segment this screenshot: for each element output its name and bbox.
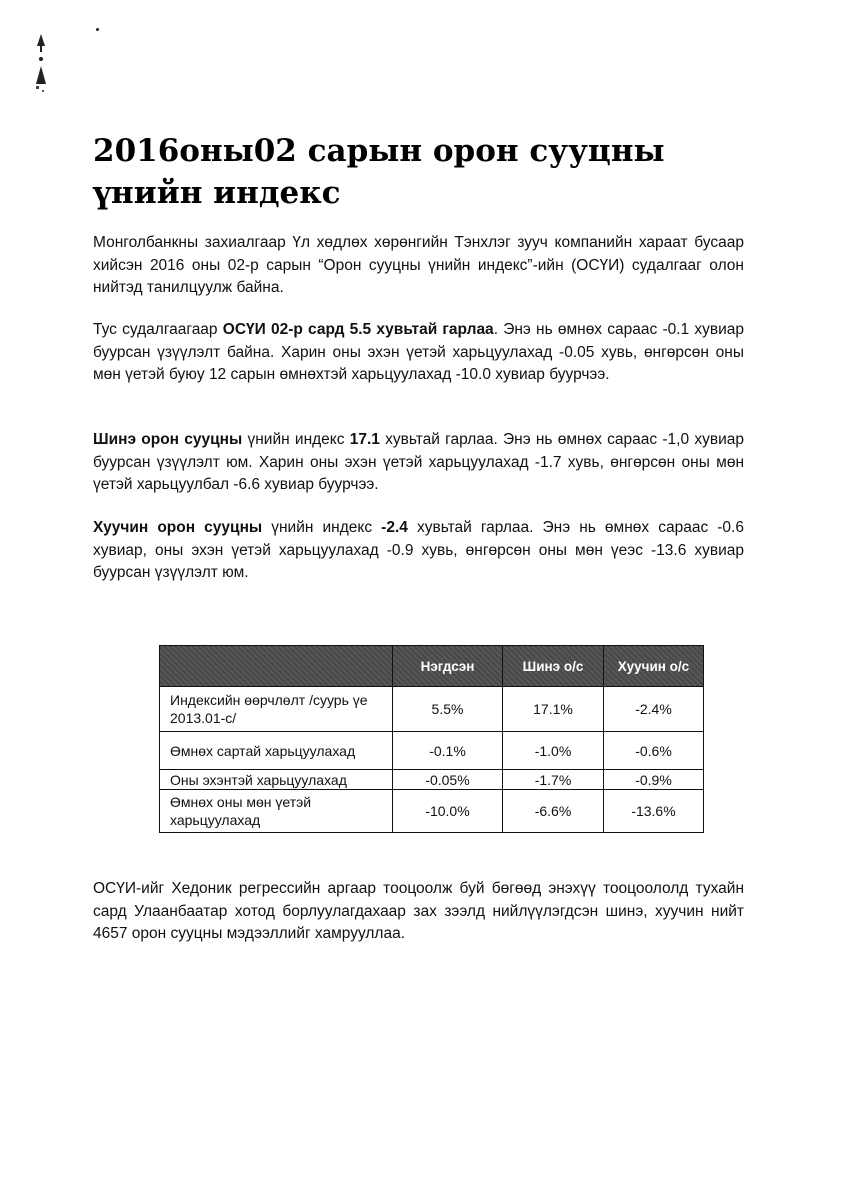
old-housing-paragraph (93, 517, 744, 585)
table-header-old: Хуучин о/с (604, 646, 704, 687)
table-cell: 17.1% (503, 687, 604, 732)
table-cell: 5.5% (393, 687, 503, 732)
table-cell: -0.6% (604, 732, 704, 770)
table-cell: -1.7% (503, 770, 604, 790)
new-housing-paragraph (93, 429, 744, 497)
table-row (160, 790, 704, 833)
new-housing-mid: үнийн индекс (242, 431, 350, 448)
summary-highlight: ОСҮИ 02-р сард 5.5 хувьтай гарлаа (222, 321, 494, 338)
table-cell: -10.0% (393, 790, 503, 833)
table-row (160, 770, 704, 790)
table-header-new: Шинэ о/с (503, 646, 604, 687)
index-table (159, 645, 704, 833)
scan-artifact-dot (96, 28, 99, 31)
table-row-label: Индексийн өөрчлөлт /суурь үе 2013.01-с/ (160, 687, 393, 732)
new-housing-rest: хувьтай гарлаа. Энэ нь өмнөх сараас -1,0 хувиар буурсан үзүүлэлт юм. Харин оны эхэн үетэй харьцуулахад -1.7 хувь, өнгөрсөн оны мөн үетэй харьцуулбал -6.6 хувиар буурчээ. (93, 431, 744, 494)
index-table-wrapper (159, 645, 704, 833)
old-housing-value: -2.4 (381, 519, 408, 536)
summary-rest: . Энэ нь өмнөх сараас -0.1 хувиар буурсан үзүүлэлт байна. Харин оны эхэн үетэй харьцуулахад -0.05 хувь, өнгөрсөн оны мөн үетэй буюу 12 сарын өмнөхтэй харьцуулахад -10.0 хувиар буурчээ. (93, 321, 745, 384)
intro-paragraph: Монголбанкны захиалгаар Үл хөдлөх хөрөнгийн Тэнхлэг зууч компанийн хараат бусаар хийсэн 2016 оны 02-р сарын “Орон сууцны үнийн индекс”-ийн (ОСҮИ) судалгааг олон нийтэд танилцуулж байна. (93, 234, 744, 297)
table-row (160, 687, 704, 732)
table-cell: -0.9% (604, 770, 704, 790)
table-cell: -0.05% (393, 770, 503, 790)
table-cell: -0.1% (393, 732, 503, 770)
table-cell: -2.4% (604, 687, 704, 732)
new-housing-value: 17.1 (349, 431, 380, 448)
old-housing-mid: үнийн индекс (262, 519, 382, 536)
table-cell: -13.6% (604, 790, 704, 833)
table-cell: -1.0% (503, 732, 604, 770)
old-housing-rest: хувьтай гарлаа. Энэ нь өмнөх сараас -0.6 хувиар, оны эхэн үетэй харьцуулахад -0.9 хувь, өнгөрсөн оны мөн үеэс -13.6 хувиар буурсан үзүүлэлт юм. (93, 519, 744, 582)
scan-artifact-mark (32, 32, 50, 102)
table-row-label: Өмнөх оны мөн үетэй харьцуулахад (160, 790, 393, 833)
old-housing-name: Хуучин орон сууцны (93, 519, 263, 536)
table-header-empty (160, 646, 393, 687)
summary-lead: Тус судалгаагаар (93, 321, 223, 338)
table-row-label: Оны эхэнтэй харьцуулахад (160, 770, 393, 790)
page-title: 2016оны02 сарын орон сууцны үнийн индекс (93, 133, 665, 211)
table-row (160, 732, 704, 770)
table-cell: -6.6% (503, 790, 604, 833)
new-housing-name: Шинэ орон сууцны (93, 431, 243, 448)
methodology-paragraph: ОСҮИ-ийг Хедоник регрессийн аргаар тооцоолж буй бөгөөд энэхүү тооцоололд тухайн сард Улаанбаатар хотод борлуулагдахаар зах зээлд нийлүүлэгдсэн шинэ, хуучин нийт 4657 орон сууцны мэдээллийг хамрууллаа. (93, 880, 744, 943)
table-header-combined: Нэгдсэн (393, 646, 503, 687)
table-header-row (160, 646, 704, 687)
summary-paragraph (93, 319, 744, 387)
table-row-label: Өмнөх сартай харьцуулахад (160, 732, 393, 770)
